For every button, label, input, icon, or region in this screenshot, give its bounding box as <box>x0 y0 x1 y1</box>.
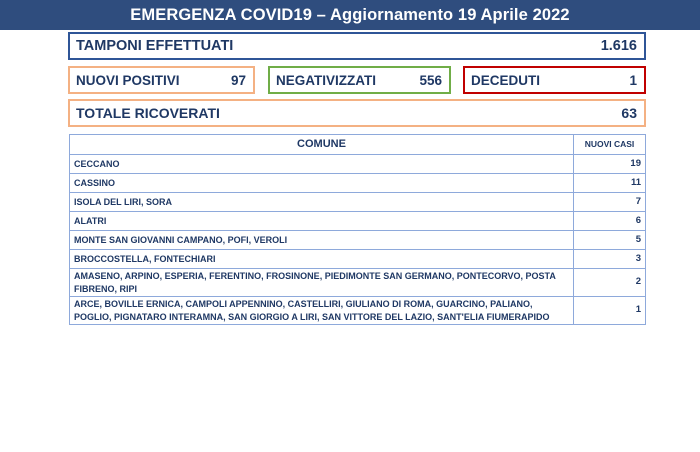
header-nuovi-casi: NUOVI CASI <box>574 135 646 155</box>
tamponi-label: TAMPONI EFFETTUATI <box>76 38 234 54</box>
comuni-table <box>69 134 646 325</box>
nuovi-positivi-box <box>68 66 255 94</box>
casi-cell: 6 <box>574 212 646 231</box>
ricoverati-label: TOTALE RICOVERATI <box>76 105 220 121</box>
casi-cell: 1 <box>574 297 646 325</box>
casi-cell: 3 <box>574 250 646 269</box>
ricoverati-box <box>68 99 646 127</box>
comune-cell: AMASENO, ARPINO, ESPERIA, FERENTINO, FROSINONE, PIEDIMONTE SAN GERMANO, PONTECORVO, POSTA FIBRENO, RIPI <box>70 269 574 297</box>
comune-cell: ALATRI <box>70 212 574 231</box>
table-row <box>70 174 646 193</box>
casi-cell: 7 <box>574 193 646 212</box>
comune-cell: ISOLA DEL LIRI, SORA <box>70 193 574 212</box>
comune-cell: BROCCOSTELLA, FONTECHIARI <box>70 250 574 269</box>
comune-cell: CECCANO <box>70 155 574 174</box>
table-row <box>70 297 646 325</box>
casi-cell: 2 <box>574 269 646 297</box>
table-row <box>70 155 646 174</box>
header-comune: COMUNE <box>70 135 574 155</box>
negativizzati-box <box>268 66 451 94</box>
table-row <box>70 231 646 250</box>
tamponi-box <box>68 32 646 60</box>
comune-cell: CASSINO <box>70 174 574 193</box>
nuovi-positivi-value: 97 <box>230 72 246 88</box>
comune-cell: ARCE, BOVILLE ERNICA, CAMPOLI APPENNINO, CASTELLIRI, GIULIANO DI ROMA, GUARCINO, PALIANO, POGLIO, PIGNATARO INTERAMNA, SAN GIORGIO A LIRI, SAN VITTORE DEL LAZIO, SANT'ELIA FIUMERAPIDO <box>70 297 574 325</box>
ricoverati-value: 63 <box>621 105 637 121</box>
table-row <box>70 269 646 297</box>
deceduti-value: 1 <box>629 72 637 88</box>
table-row <box>70 212 646 231</box>
deceduti-box <box>463 66 646 94</box>
casi-cell: 19 <box>574 155 646 174</box>
table-header-row <box>70 135 646 155</box>
deceduti-label: DECEDUTI <box>471 72 541 88</box>
comune-cell: MONTE SAN GIOVANNI CAMPANO, POFI, VEROLI <box>70 231 574 250</box>
table-row <box>70 250 646 269</box>
casi-cell: 5 <box>574 231 646 250</box>
table-row <box>70 193 646 212</box>
negativizzati-value: 556 <box>419 72 442 88</box>
casi-cell: 11 <box>574 174 646 193</box>
negativizzati-label: NEGATIVIZZATI <box>276 72 376 88</box>
page-title: EMERGENZA COVID19 – Aggiornamento 19 Aprile 2022 <box>0 0 700 30</box>
nuovi-positivi-label: NUOVI POSITIVI <box>76 72 180 88</box>
tamponi-value: 1.616 <box>600 38 637 54</box>
